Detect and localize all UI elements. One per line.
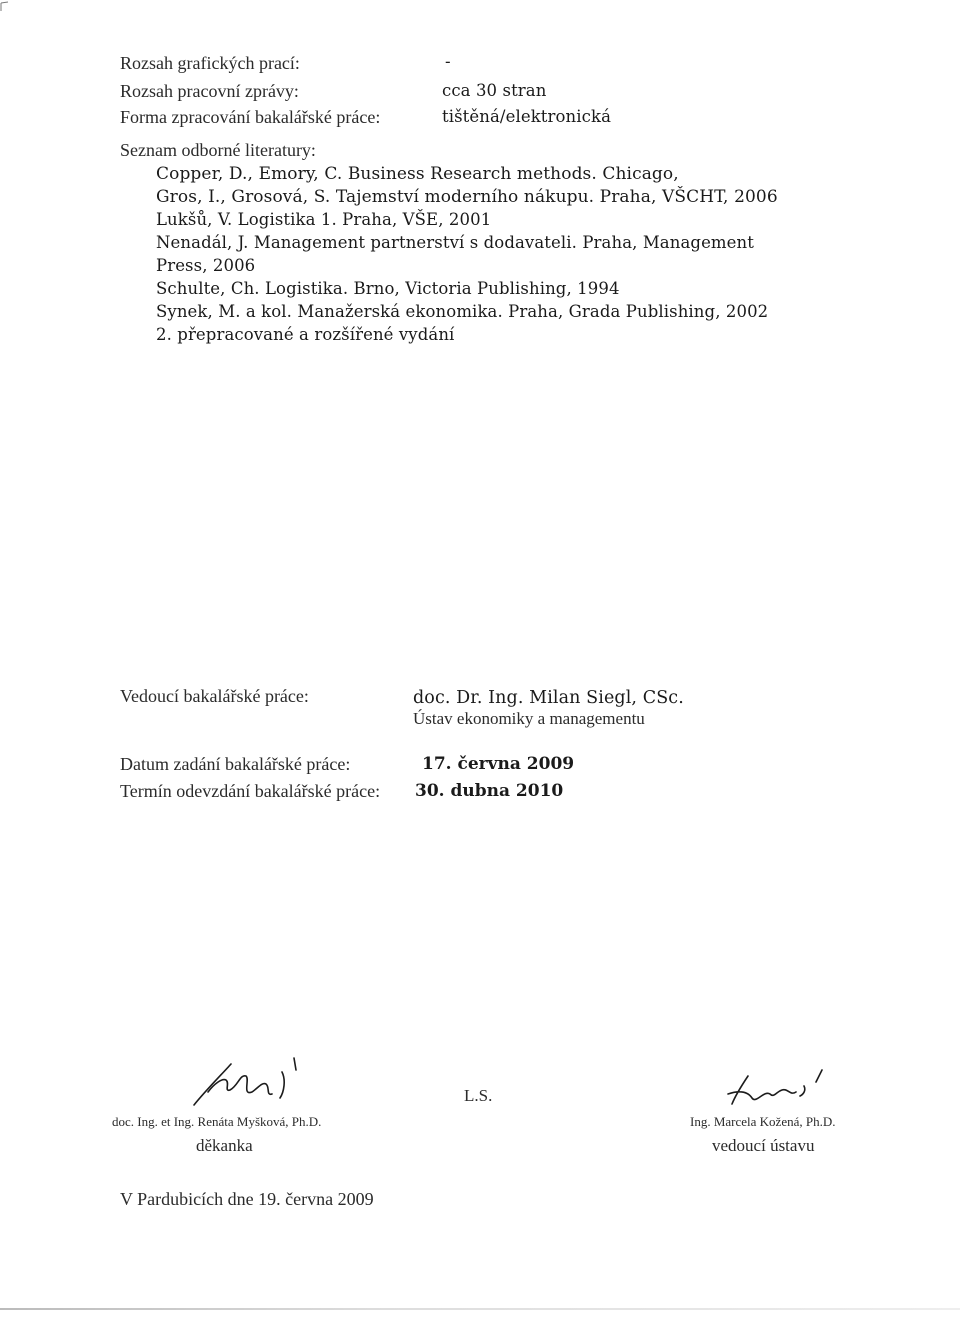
deadline-label: Termín odevzdání bakalářské práce: xyxy=(120,781,381,801)
supervisor-department: Ústav ekonomiky a managementu xyxy=(413,709,645,728)
literature-entry: Gros, I., Grosová, S. Tajemství moderního nákupu. Praha, VŠCHT, 2006 xyxy=(156,187,778,207)
scan-edge-mark xyxy=(0,0,16,12)
thesis-form-label: Forma zpracování bakalářské práce: xyxy=(120,107,381,127)
graphics-scope-value: - xyxy=(445,52,451,71)
literature-entry: Schulte, Ch. Logistika. Brno, Victoria Publishing, 1994 xyxy=(156,279,620,298)
head-signature xyxy=(718,1064,838,1114)
dean-role: děkanka xyxy=(196,1136,253,1155)
literature-entry: 2. přepracované a rozšířené vydání xyxy=(156,325,455,344)
literature-entry: Press, 2006 xyxy=(156,256,256,275)
supervisor-name: doc. Dr. Ing. Milan Siegl, CSc. xyxy=(413,688,684,708)
dean-name: doc. Ing. et Ing. Renáta Myšková, Ph.D. xyxy=(112,1114,322,1129)
report-scope-value: cca 30 stran xyxy=(442,81,547,100)
head-role: vedoucí ústavu xyxy=(712,1136,815,1155)
literature-entry: Copper, D., Emory, C. Business Research methods. Chicago, xyxy=(156,164,679,184)
scan-edge-line xyxy=(0,1308,960,1310)
deadline-value: 30. dubna 2010 xyxy=(415,781,564,801)
dean-signature xyxy=(186,1050,316,1112)
graphics-scope-label: Rozsah grafických prací: xyxy=(120,53,300,73)
thesis-form-value: tištěná/elektronická xyxy=(442,107,612,126)
assignment-date-value: 17. června 2009 xyxy=(422,754,575,774)
supervisor-label: Vedoucí bakalářské práce: xyxy=(120,686,309,706)
report-scope-label: Rozsah pracovní zprávy: xyxy=(120,81,299,101)
literature-entry: Synek, M. a kol. Manažerská ekonomika. Praha, Grada Publishing, 2002 xyxy=(156,302,769,321)
head-name: Ing. Marcela Kožená, Ph.D. xyxy=(690,1114,836,1129)
place-date: V Pardubicích dne 19. června 2009 xyxy=(120,1189,374,1209)
seal-mark: L.S. xyxy=(464,1086,493,1105)
literature-heading: Seznam odborné literatury: xyxy=(120,140,316,160)
literature-entry: Lukšů, V. Logistika 1. Praha, VŠE, 2001 xyxy=(156,210,492,229)
assignment-date-label: Datum zadání bakalářské práce: xyxy=(120,754,351,774)
literature-entry: Nenadál, J. Management partnerství s dodavateli. Praha, Management xyxy=(156,233,755,252)
